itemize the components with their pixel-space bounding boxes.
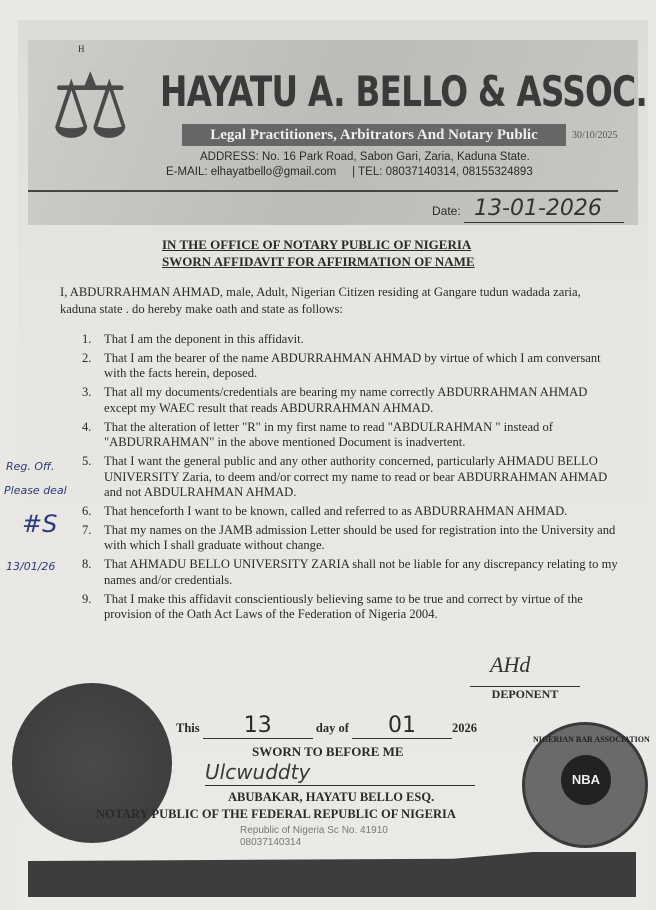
jurat-year: 2026: [452, 721, 478, 735]
jurat-month: 01: [352, 714, 452, 739]
clause-text: That I am the deponent in this affidavit.: [104, 332, 304, 346]
clause: [82, 420, 622, 451]
nba-ring-text: NIGERIAN BAR ASSOCIATION: [533, 735, 650, 744]
sworn-label: SWORN TO BEFORE ME: [252, 744, 404, 759]
title-line-2: SWORN AFFIDAVIT FOR AFFIRMATION OF NAME: [162, 254, 475, 269]
clause-text: That AHMADU BELLO UNIVERSITY ZARIA shall not be liable for any discrepancy relating to my names and/or credentials.: [104, 557, 618, 587]
letterhead-mark: H: [78, 44, 85, 54]
document-title: [162, 236, 475, 270]
firm-email: E-MAIL: elhayatbello@gmail.com: [166, 166, 337, 178]
clause-number: 4.: [82, 419, 92, 434]
firm-name: HAYATU A. BELLO & ASSOC.: [160, 67, 648, 116]
clause-text: That I want the general public and any other authority concerned, particularly AHMADU BELLO UNIVERSITY Zaria, to deem and/or correct my name to read or bear ABDURRAHMAN AHMAD and not ABDULRAHMAN AHMAD.: [104, 453, 608, 500]
clause: [82, 385, 622, 416]
notary-signature: Ulcwuddty: [205, 760, 475, 786]
margin-note: Please deal: [4, 484, 67, 497]
intro-paragraph: I, ABDURRAHMAN AHMAD, male, Adult, Nigerian Citizen residing at Gangare tudun wadada zaria, kaduna state . do hereby make oath and state as follows:: [60, 285, 581, 316]
firm-contact: [166, 166, 533, 179]
clause: [82, 592, 622, 623]
clause-text: That my names on the JAMB admission Letter should be used for registration into the University and with which I shall graduate without change.: [104, 522, 616, 553]
clause: [82, 504, 622, 520]
deponent-label: DEPONENT: [470, 686, 580, 702]
notary-phone: 08037140314: [240, 837, 302, 848]
margin-note: #S: [22, 510, 58, 538]
clause: [82, 557, 622, 588]
day-of-label: day of: [315, 721, 349, 735]
clause-number: 1.: [82, 332, 92, 346]
title-line-1: IN THE OFFICE OF NOTARY PUBLIC OF NIGERIA: [162, 237, 472, 252]
clause-text: That I make this affidavit conscientiously believing same to be true and correct by virtue of the provision of the Oath Act Laws of the Federation of Nigeria 2004.: [104, 591, 583, 622]
firm-tel: | TEL: 08037140314, 08155324893: [352, 166, 533, 178]
margin-note: 13/01/26: [6, 560, 56, 573]
stamp-date: 30/10/2025: [572, 130, 618, 141]
notary-stamp-text: [240, 825, 388, 849]
clause-text: That the alteration of letter "R" in my first name to read "ABDULRAHMAN " instead of "ABDURRAHMAN" in the above mentioned Document is inadvertent.: [104, 419, 553, 450]
firm-address: ADDRESS: No. 16 Park Road, Sabon Gari, Zaria, Kaduna State.: [200, 151, 530, 163]
clause-number: 2.: [82, 350, 92, 365]
notary-title: NOTARY PUBLIC OF THE FEDERAL REPUBLIC OF NIGERIA: [96, 807, 456, 821]
jurat-line: [176, 714, 477, 740]
firm-tagline: Legal Practitioners, Arbitrators And Notary Public: [182, 124, 566, 146]
this-label: This: [176, 721, 200, 735]
clause-text: That I am the bearer of the name ABDURRAHMAN AHMAD by virtue of which I am conversant with the facts herein, deposed.: [104, 350, 601, 381]
date-field: [432, 196, 624, 223]
affidavit-clauses: [82, 332, 622, 626]
letterhead-divider: [28, 190, 618, 192]
clause: [82, 523, 622, 554]
date-label: Date:: [432, 204, 461, 218]
clause-number: 5.: [82, 453, 92, 468]
clause-number: 8.: [82, 557, 92, 572]
clause-number: 7.: [82, 522, 92, 537]
clause-number: 6.: [82, 504, 92, 519]
notary-name: ABUBAKAR, HAYATU BELLO ESQ.: [228, 790, 435, 804]
clause-text: That all my documents/credentials are bearing my name correctly ABDURRAHMAN AHMAD except my WAEC result that reads ABDURRAHMAN AHMAD.: [104, 385, 588, 415]
nba-stamp: [522, 722, 648, 848]
deponent-signature: AHd: [490, 652, 531, 677]
scales-of-justice-icon: ⚖: [50, 54, 131, 159]
date-value: 13-01-2026: [464, 196, 624, 223]
margin-note: Reg. Off.: [6, 460, 55, 473]
clause-number: 3.: [82, 385, 92, 400]
clause: [82, 454, 622, 501]
clause: [82, 332, 622, 348]
clause: [82, 351, 622, 382]
reg-line: Republic of Nigeria Sc No. 41910: [240, 825, 388, 836]
clause-text: That henceforth I want to be known, called and referred to as ABDURRAHMAN AHMAD.: [104, 504, 568, 519]
nba-logo: NBA: [561, 755, 611, 805]
clause-number: 9.: [82, 591, 92, 606]
jurat-day: 13: [203, 714, 313, 739]
